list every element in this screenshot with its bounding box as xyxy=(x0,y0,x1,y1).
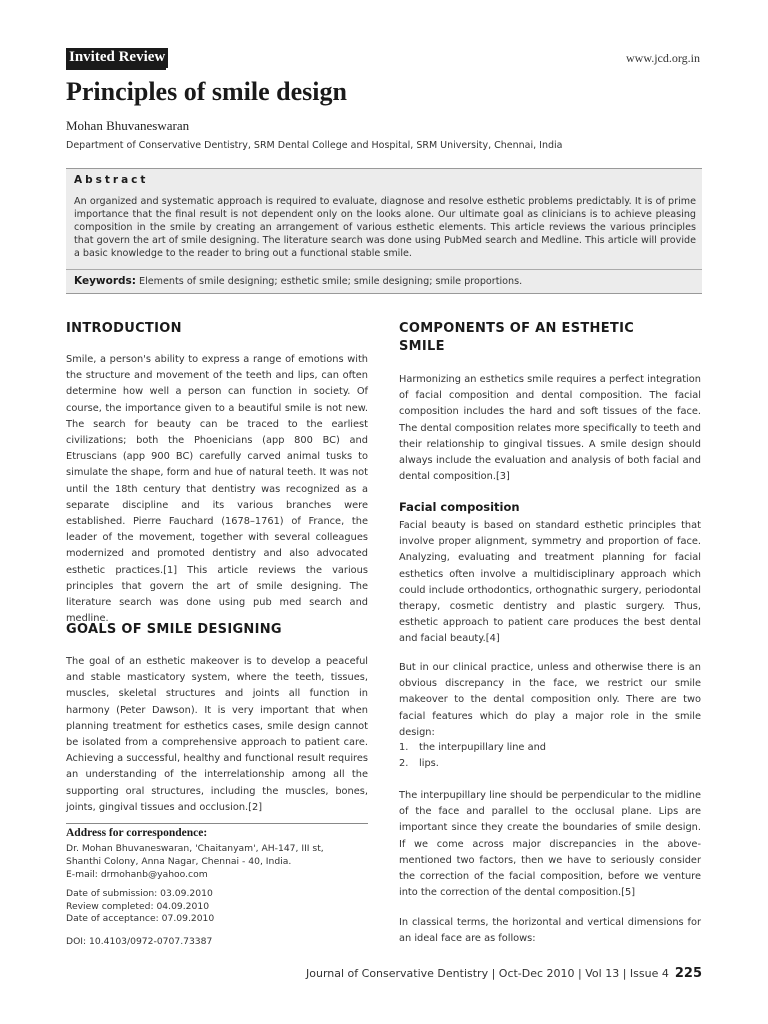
components-text: Harmonizing an esthetics smile requires a perfect integration of facial composition and dental composition. The facial composition includes the hard and soft tissues of the face. The dental composition relates more specifically to teeth and their relationship to gingival tissues. A smile design should always include the evaluation and analysis of both facial and dental composition.[3] xyxy=(399,374,701,483)
page-number: 225 xyxy=(674,966,702,981)
goals-heading: GOALS OF SMILE DESIGNING xyxy=(66,622,282,637)
address-line: Dr. Mohan Bhuvaneswaran, 'Chaitanyam', AH-147, III st, xyxy=(66,843,324,854)
keywords-line xyxy=(74,275,522,287)
goals-text: The goal of an esthetic makeover is to develop a peaceful and stable masticatory system, where the teeth, tissues, muscles, skeletal structures and joints all function in harmony (Peter Dawson). It is very important that when planning treatment for esthetics cases, smile design cannot be isolated from a comprehensive approach to patient care. Achieving a successful, healthy and functional result requires an understanding of the interrelationship among all the supporting oral structures, including the muscles, bones, joints, gingival tissues and occlusion.[2] xyxy=(66,656,368,813)
keywords-text: Elements of smile designing; esthetic smile; smile designing; smile proportions. xyxy=(139,276,523,287)
address-line: Shanthi Colony, Anna Nagar, Chennai - 40, India. xyxy=(66,855,292,867)
classical-terms-text: In classical terms, the horizontal and vertical dimensions for an ideal face are as follows: xyxy=(399,917,701,945)
facial-composition-heading: Facial composition xyxy=(399,500,520,514)
doi: DOI: 10.4103/0972-0707.73387 xyxy=(66,936,213,947)
facial-composition-text: Facial beauty is based on standard esthetic principles that involve proper alignment, symmetry and proportion of face. Analyzing, evaluating and treatment planning for facial esthetics often involve a multidisciplinary approach which could include orthodontics, orthognathic surgery, periodontal therapy, cosmetic dentistry and plastic surgery. Thus, esthetic approach to patient care produces the best dental and facial beauty.[4] xyxy=(399,520,701,645)
email-line: E-mail: drmohanb@yahoo.com xyxy=(66,868,208,880)
date-submission: Date of submission: 03.09.2010 xyxy=(66,888,213,899)
keywords-label: Keywords: xyxy=(74,275,136,287)
address-heading: Address for correspondence: xyxy=(66,827,208,839)
clinical-practice-text: But in our clinical practice, unless and otherwise there is an obvious discrepancy in the face, we restrict our smile makeover to the dental composition only. There are two facial features which do play a major role in the smile design: xyxy=(399,662,701,738)
introduction-heading: INTRODUCTION xyxy=(66,321,182,336)
article-title: Principles of smile design xyxy=(66,77,347,106)
interpupillary-text: The interpupillary line should be perpendicular to the midline of the face and parallel to the occlusal plane. Lips are important since they create the boundaries of smile design. If we come across major discrepancies in the above-mentioned two factors, then we have to seriously consider the correction of the facial composition, before we venture into the correction of the dental composition.[5] xyxy=(399,790,701,899)
abstract-box xyxy=(66,168,702,294)
abstract-divider xyxy=(66,269,702,270)
address-block xyxy=(66,843,368,881)
badge-underline xyxy=(66,68,166,70)
date-review: Review completed: 04.09.2010 xyxy=(66,900,210,912)
footer-journal: Journal of Conservative Dentistry | Oct-Dec 2010 | Vol 13 | Issue 4 xyxy=(306,967,669,980)
facial-features-list xyxy=(399,740,701,772)
address-divider xyxy=(66,823,368,824)
journal-website: www.jcd.org.in xyxy=(626,51,700,65)
article-dates xyxy=(66,888,214,926)
abstract-heading: Abstract xyxy=(74,174,149,186)
article-type-badge: Invited Review xyxy=(66,48,168,68)
author-affiliation: Department of Conservative Dentistry, SRM Dental College and Hospital, SRM University, Chennai, India xyxy=(66,140,563,151)
components-heading: COMPONENTS OF AN ESTHETIC SMILE xyxy=(399,321,635,354)
date-acceptance: Date of acceptance: 07.09.2010 xyxy=(66,913,215,925)
author-name: Mohan Bhuvaneswaran xyxy=(66,118,190,133)
list-item: 1. the interpupillary line and xyxy=(399,742,547,753)
list-item: 2. lips. xyxy=(399,758,439,770)
page-footer xyxy=(306,966,702,981)
abstract-text: An organized and systematic approach is required to evaluate, diagnose and resolve esthetic problems predictably. It is of prime importance that the final result is not dependent only on the looks alone. Our ultimate goal as clinicians is to achieve pleasing composition in the smile by creating an arrangement of various esthetic elements. This article reviews the various principles that govern the art of smile designing. The literature search was done using PubMed search and Medline. This article will provide a basic knowledge to the reader to bring out a functional stable smile. xyxy=(74,196,696,259)
introduction-text: Smile, a person's ability to express a range of emotions with the structure and movement of the teeth and lips, can often determine how well a person can function in society. Of course, the importance given to a beautiful smile is not new. The search for beauty can be traced to the earliest civilizations; both the Phoenicians (app 800 BC) and Etruscians (app 900 BC) carefully carved animal tusks to simulate the shape, form and hue of natural teeth. It was not until the 18th century that dentistry was recognized as a separate discipline and its various branches were established. Pierre Fauchard (1678–1761) of France, the leader of the movement, together with several colleagues modernized and promoted dentistry and also advocated esthetic practices.[1] This article reviews the various principles that govern the art of smile designing. The literature search was done using pub med search and medline. xyxy=(66,354,368,625)
